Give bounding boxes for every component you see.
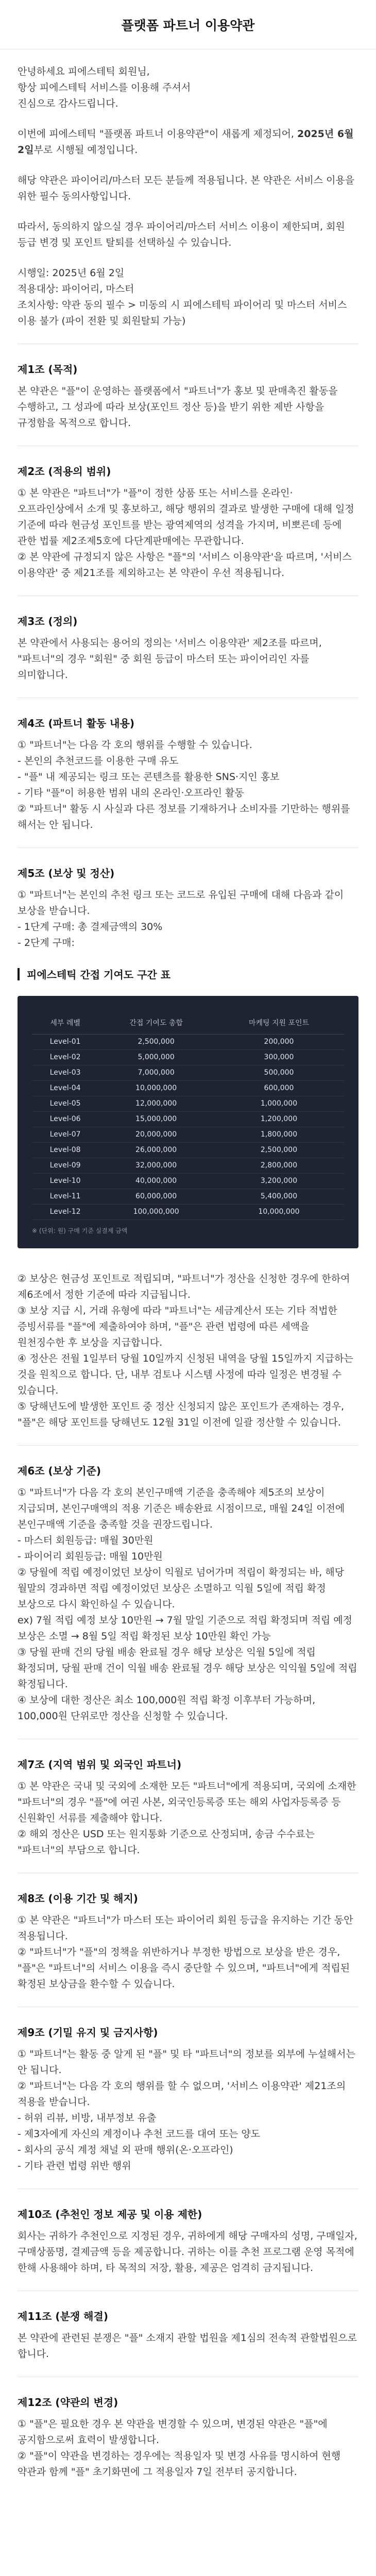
divider <box>18 1445 358 1446</box>
table-cell: 40,000,000 <box>98 1173 214 1189</box>
table-body <box>32 1034 344 1219</box>
article-line: ② "파트너" 활동 시 사실과 다른 정보를 기재하거나 소비자를 기만하는 행위를 해서는 안 됩니다. <box>18 803 350 831</box>
table-note: ※ (단위: 원) 구매 기준 실결제 금액 <box>32 1227 128 1234</box>
article5-continued <box>18 1271 358 1431</box>
greeting-line: 항상 피에스테틱 서비스를 이용해 주셔서 <box>18 82 191 93</box>
article-line: 본 약관은 "플"이 운영하는 플랫폼에서 "파트너"가 홍보 및 판매촉진 활동을 수행하고, 그 성과에 따라 보상(포인트 정산 등)을 받기 위한 제반 사항을 규정함을 목적으로 합니다. <box>18 385 338 429</box>
intro-effective <box>18 265 358 329</box>
article-body <box>18 383 358 431</box>
article-line: - 본인의 추천코드를 이용한 구매 유도 <box>18 755 179 767</box>
article-line: - 파이어리 회원등급: 매월 10만원 <box>18 1550 163 1562</box>
article-title: 제6조 (보상 기준) <box>18 1464 101 1477</box>
table-cell: 500,000 <box>214 1065 344 1080</box>
effective-line: 조치사항: 약관 동의 필수 > 미동의 시 피에스테틱 파이어리 및 마스터 서비스 이용 불가 (파이 전환 및 회원탈퇴 가능) <box>18 299 347 327</box>
article-title: 제11조 (분쟁 해결) <box>18 2310 108 2323</box>
table-row <box>32 1127 344 1142</box>
table-row <box>32 1034 344 1049</box>
article-line: 본 약관에서 사용되는 용어의 정의는 '서비스 이용약관' 제2조를 따르며, "파트너"의 경우 "회원" 중 회원 등급이 마스터 또는 파이어리인 자를 의미합니다. <box>18 637 322 681</box>
article-line: 본 약관에 관련된 분쟁은 "플" 소재지 관할 법원을 제1심의 전속적 관할법원으로 합니다. <box>18 2332 357 2360</box>
effective-line: 시행일: 2025년 6월 2일 <box>18 267 125 279</box>
section-bar <box>18 968 20 980</box>
table-row <box>32 1158 344 1173</box>
article-block <box>18 866 358 951</box>
table-cell: 600,000 <box>214 1080 344 1096</box>
table-cell: Level-06 <box>32 1111 98 1127</box>
articles-list-a <box>18 362 358 951</box>
article-line: ① "파트너"는 활동 중 알게 된 "플" 및 타 "파트너"의 정보를 외부에 누설해서는 안 됩니다. <box>18 2048 355 2076</box>
article-line: ① "파트너"가 다음 각 호의 본인구매액 기준을 충족해야 제5조의 보상이 지급되며, 본인구매액의 적용 기준은 배송완료 시점이므로, 매월 24일 이전에 본인구매액 기준을 충족할 것을 권장드립니다. <box>18 1486 345 1530</box>
table-cell: 2,500,000 <box>214 1142 344 1158</box>
article-block <box>18 1757 358 1858</box>
article-body <box>18 2330 358 2362</box>
table-cell: 7,000,000 <box>98 1065 214 1080</box>
article-line: ② "파트너"는 다음 각 호의 행위를 할 수 없으며, '서비스 이용약관' 제21조의 적용을 받습니다. <box>18 2080 346 2108</box>
article-title: 제7조 (지역 범위 및 외국인 파트너) <box>18 1758 182 1771</box>
article-title: 제12조 (약관의 변경) <box>18 2396 118 2409</box>
article-body <box>18 2228 358 2276</box>
article-line: ④ 정산은 전월 1일부터 당월 10일까지 신청된 내역을 당월 15일까지 지급하는 것을 원칙으로 합니다. 단, 내부 검토나 시스템 사정에 따라 일정은 변경될 수 있습니다. <box>18 1352 353 1396</box>
article-line: - 1단계 구매: 총 결제금액의 30% <box>18 921 163 933</box>
table-cell: 100,000,000 <box>98 1204 214 1219</box>
article-line: ② 당월에 적립 예정이었던 보상이 익월로 넘어가며 적립이 확정되는 바, 해당 월말의 경과하면 적립 예정이었던 보상은 소멸하고 익월 5일에 적립 확정 보상으로 다시 확인하실 수 있습니다. <box>18 1566 345 1610</box>
section-title: 피에스테틱 간접 기여도 구간 표 <box>27 969 171 981</box>
greeting-line: 진심으로 감사드립니다. <box>18 98 118 109</box>
table-cell: 26,000,000 <box>98 1142 214 1158</box>
article-line: ① "플"은 필요한 경우 본 약관을 변경할 수 있으며, 변경된 약관은 "플"에 공지함으로써 효력이 발생합니다. <box>18 2418 328 2446</box>
article-line: - 기타 관련 법령 위반 행위 <box>18 2160 131 2172</box>
article-body <box>18 887 358 951</box>
terms-content <box>0 49 376 2480</box>
article-body <box>18 1912 358 1992</box>
intro-optional: 따라서, 동의하지 않으실 경우 파이어리/마스터 서비스 이용이 제한되며, 회원 등급 변경 및 포인트 탈퇴를 선택하실 수 있습니다. <box>18 221 345 248</box>
table-cell: 10,000,000 <box>214 1204 344 1219</box>
table-row <box>32 1096 344 1111</box>
article-line: ② 본 약관에 규정되지 않은 사항은 "플"의 '서비스 이용약관'을 따르며, '서비스 이용약관' 중 제21조를 제외하고는 본 약관이 우선 적용됩니다. <box>18 551 352 579</box>
column-header: 마케팅 지원 포인트 <box>214 1011 344 1034</box>
article-line: ① 본 약관은 국내 및 국외에 소재한 모든 "파트너"에게 적용되며, 국외에 소재한 "파트너"의 경우 "플"에 여권 사본, 외국인등록증 또는 해외 사업자등록증 등 신원확인 서류를 제출해야 합니다. <box>18 1780 356 1824</box>
table-row <box>32 1080 344 1096</box>
article-line: 회사는 귀하가 추천인으로 지정된 경우, 귀하에게 해당 구매자의 성명, 구매일자, 구매상품명, 결제금액 등을 제공합니다. 귀하는 이를 추천 프로그램 운영 목적에 한해 사용해야 하며, 타 목적의 저장, 활용, 제공은 엄격히 금지됩니다. <box>18 2230 357 2274</box>
article-title: 제5조 (보상 및 정산) <box>18 867 115 879</box>
table-cell: 1,200,000 <box>214 1111 344 1127</box>
column-header: 세부 레벨 <box>32 1011 98 1034</box>
article-block <box>18 2025 358 2174</box>
table-cell: 60,000,000 <box>98 1189 214 1204</box>
table-cell: 2,800,000 <box>214 1158 344 1173</box>
article-line: - 허위 리뷰, 비방, 내부정보 유출 <box>18 2112 157 2124</box>
table-header-row <box>32 1011 344 1034</box>
table-row <box>32 1111 344 1127</box>
article-block <box>18 2207 358 2276</box>
top-bar <box>0 0 376 49</box>
page-title: 플랫폼 파트너 이용약관 <box>121 18 255 33</box>
intro-notice <box>18 126 358 158</box>
table-cell: Level-04 <box>32 1080 98 1096</box>
contribution-table <box>32 1011 344 1220</box>
article-body <box>18 2416 358 2480</box>
column-header: 간접 기여도 총합 <box>98 1011 214 1034</box>
article-line: - 마스터 회원등급: 매월 30만원 <box>18 1534 153 1546</box>
table-cell: Level-09 <box>32 1158 98 1173</box>
table-row <box>32 1142 344 1158</box>
table-cell: Level-05 <box>32 1096 98 1111</box>
notice-post: 부로 시행될 예정입니다. <box>33 144 138 156</box>
article-body <box>18 2046 358 2174</box>
article-line: ③ 보상 지급 시, 거래 유형에 따라 "파트너"는 세금계산서 또는 기타 적법한 증빙서류를 "플"에 제출하여야 하며, "플"은 관련 법령에 따른 세액을 원천징수한 후 보상을 지급합니다. <box>18 1304 337 1348</box>
article-line: ④ 보상에 대한 정산은 최소 100,000원 적립 확정 이후부터 가능하며, 100,000원 단위로만 정산을 신청할 수 있습니다. <box>18 1694 316 1722</box>
table-cell: 3,200,000 <box>214 1173 344 1189</box>
table-cell: Level-02 <box>32 1049 98 1065</box>
article-line: - "플" 내 제공되는 링크 또는 콘텐츠를 활용한 SNS·지인 홍보 <box>18 771 280 783</box>
article-line: ⑤ 당해년도에 발생한 포인트 중 정산 신청되지 않은 포인트가 존재하는 경우, "플"은 해당 포인트를 당해년도 12월 31일 이전에 일괄 정산할 수 있습니다. <box>18 1400 345 1428</box>
table-row <box>32 1173 344 1189</box>
article-body <box>18 1271 358 1431</box>
article-line: - 기타 "플"이 허용한 범위 내의 온라인·오프라인 활동 <box>18 787 244 799</box>
article-title: 제2조 (적용의 범위) <box>18 465 111 478</box>
table-cell: Level-03 <box>32 1065 98 1080</box>
article-body <box>18 485 358 581</box>
article-line: ① "파트너"는 다음 각 호의 행위를 수행할 수 있습니다. <box>18 739 252 751</box>
table-cell: 12,000,000 <box>98 1096 214 1111</box>
article-title: 제1조 (목적) <box>18 363 78 376</box>
notice-pre: 이번에 피에스테틱 "플랫폼 파트너 이용약관"이 새롭게 제정되어, <box>18 128 298 140</box>
article-line: ① 본 약관은 "파트너"가 "플"이 정한 상품 또는 서비스를 온라인·오프라인상에서 소개 및 홍보하고, 해당 행위의 결과로 발생한 구매에 대해 일정 기준에 따라 현금성 포인트를 받는 광역제역의 성격을 가지며, 비뽀른데 등에 관한 법률 제2조제5호에 다단계판매에는 무관합니다. <box>18 487 354 547</box>
table-row <box>32 1204 344 1219</box>
section-header <box>18 967 358 981</box>
article-block <box>18 1891 358 1992</box>
article-title: 제3조 (정의) <box>18 615 78 628</box>
table-cell: Level-12 <box>32 1204 98 1219</box>
intro-greeting <box>18 64 358 112</box>
greeting-line: 안녕하세요 피에스테틱 회원님, <box>18 66 150 77</box>
intro-applies: 해당 약관은 파이어리/마스터 모든 분들께 적용됩니다. 본 약관은 서비스 이용을 위한 필수 동의사항입니다. <box>18 175 355 202</box>
article-block <box>18 716 358 833</box>
table-cell: 32,000,000 <box>98 1158 214 1173</box>
article-body <box>18 635 358 683</box>
article-title: 제8조 (이용 기간 및 해지) <box>18 1892 138 1905</box>
article-line: - 2단계 구매: <box>18 937 75 948</box>
article-title: 제10조 (추천인 정보 제공 및 이용 제한) <box>18 2208 202 2221</box>
article-block <box>18 2309 358 2362</box>
table-cell: 5,400,000 <box>214 1189 344 1204</box>
articles-list-b <box>18 1463 358 2480</box>
table-cell: 2,500,000 <box>98 1034 214 1049</box>
article-line: - 회사의 공식 계정 채널 외 판매 행위(온·오프라인) <box>18 2144 233 2156</box>
table-cell: 200,000 <box>214 1034 344 1049</box>
effective-line: 적용대상: 파이어리, 마스터 <box>18 283 134 295</box>
article-line: ② "플"이 약관을 변경하는 경우에는 적용일자 및 변경 사유를 명시하여 현행 약관과 함께 "플" 초기화면에 그 적용일자 7일 전부터 공지합니다. <box>18 2450 341 2478</box>
table-cell: 300,000 <box>214 1049 344 1065</box>
article-line: ① "파트너"는 본인의 추천 링크 또는 코드로 유입된 구매에 대해 다음과 같이 보상을 받습니다. <box>18 889 344 917</box>
notice-date: 2025년 6월 2일 <box>18 128 354 156</box>
article-line: ③ 당월 판매 건의 당월 배송 완료될 경우 해당 보상은 익월 5일에 적립 확정되며, 당월 판매 건이 익월 배송 완료될 경우 해당 보상은 익익월 5일에 적립 확정됩니다. <box>18 1646 357 1690</box>
table-row <box>32 1065 344 1080</box>
article-line: ② 해외 정산은 USD 또는 원지통화 기준으로 산정되며, 송금 수수료는 "파트너"의 부담으로 합니다. <box>18 1828 315 1856</box>
table-cell: 10,000,000 <box>98 1080 214 1096</box>
table-cell: Level-07 <box>32 1127 98 1142</box>
article-line: ex) 7월 적립 예정 보상 10만원 → 7월 말일 기준으로 적립 확정되며 적립 예정 보상은 소멸 → 8월 5일 적립 확정된 보상 10만원 확인 가능 <box>18 1614 353 1642</box>
table-cell: 1,800,000 <box>214 1127 344 1142</box>
table-cell: Level-08 <box>32 1142 98 1158</box>
table-cell: 5,000,000 <box>98 1049 214 1065</box>
article-line: ① 본 약관은 "파트너"가 마스터 또는 파이어리 회원 등급을 유지하는 기간 동안 적용됩니다. <box>18 1914 353 1942</box>
table-cell: 20,000,000 <box>98 1127 214 1142</box>
article-title: 제9조 (기밀 유지 및 금지사항) <box>18 2026 158 2039</box>
table-row <box>32 1049 344 1065</box>
article-body <box>18 1485 358 1724</box>
article-block <box>18 1463 358 1724</box>
article-block <box>18 464 358 581</box>
table-cell: Level-01 <box>32 1034 98 1049</box>
table-cell: 1,000,000 <box>214 1096 344 1111</box>
article-line: - 제3자에게 자신의 계정이나 추천 코드를 대여 또는 양도 <box>18 2128 261 2140</box>
article-line: ② 보상은 현금성 포인트로 적립되며, "파트너"가 정산을 신청한 경우에 한하여 제6조에서 정한 기준에 따라 지급됩니다. <box>18 1273 350 1300</box>
table-cell: Level-10 <box>32 1173 98 1189</box>
table-row <box>32 1189 344 1204</box>
table-cell: Level-11 <box>32 1189 98 1204</box>
article-block <box>18 614 358 683</box>
article-body <box>18 737 358 833</box>
article-title: 제4조 (파트너 활동 내용) <box>18 717 134 730</box>
table-cell: 15,000,000 <box>98 1111 214 1127</box>
article-block <box>18 2395 358 2480</box>
article-line: ② "파트너"가 "플"의 정책을 위반하거나 부정한 방법으로 보상을 받은 경우, "플"은 "파트너"의 서비스 이용을 즉시 중단할 수 있으며, "파트너"에게 적립된 확정된 보상금을 환수할 수 있습니다. <box>18 1946 350 1990</box>
article-body <box>18 1778 358 1858</box>
article-block <box>18 362 358 431</box>
contribution-table-card <box>18 996 358 1248</box>
